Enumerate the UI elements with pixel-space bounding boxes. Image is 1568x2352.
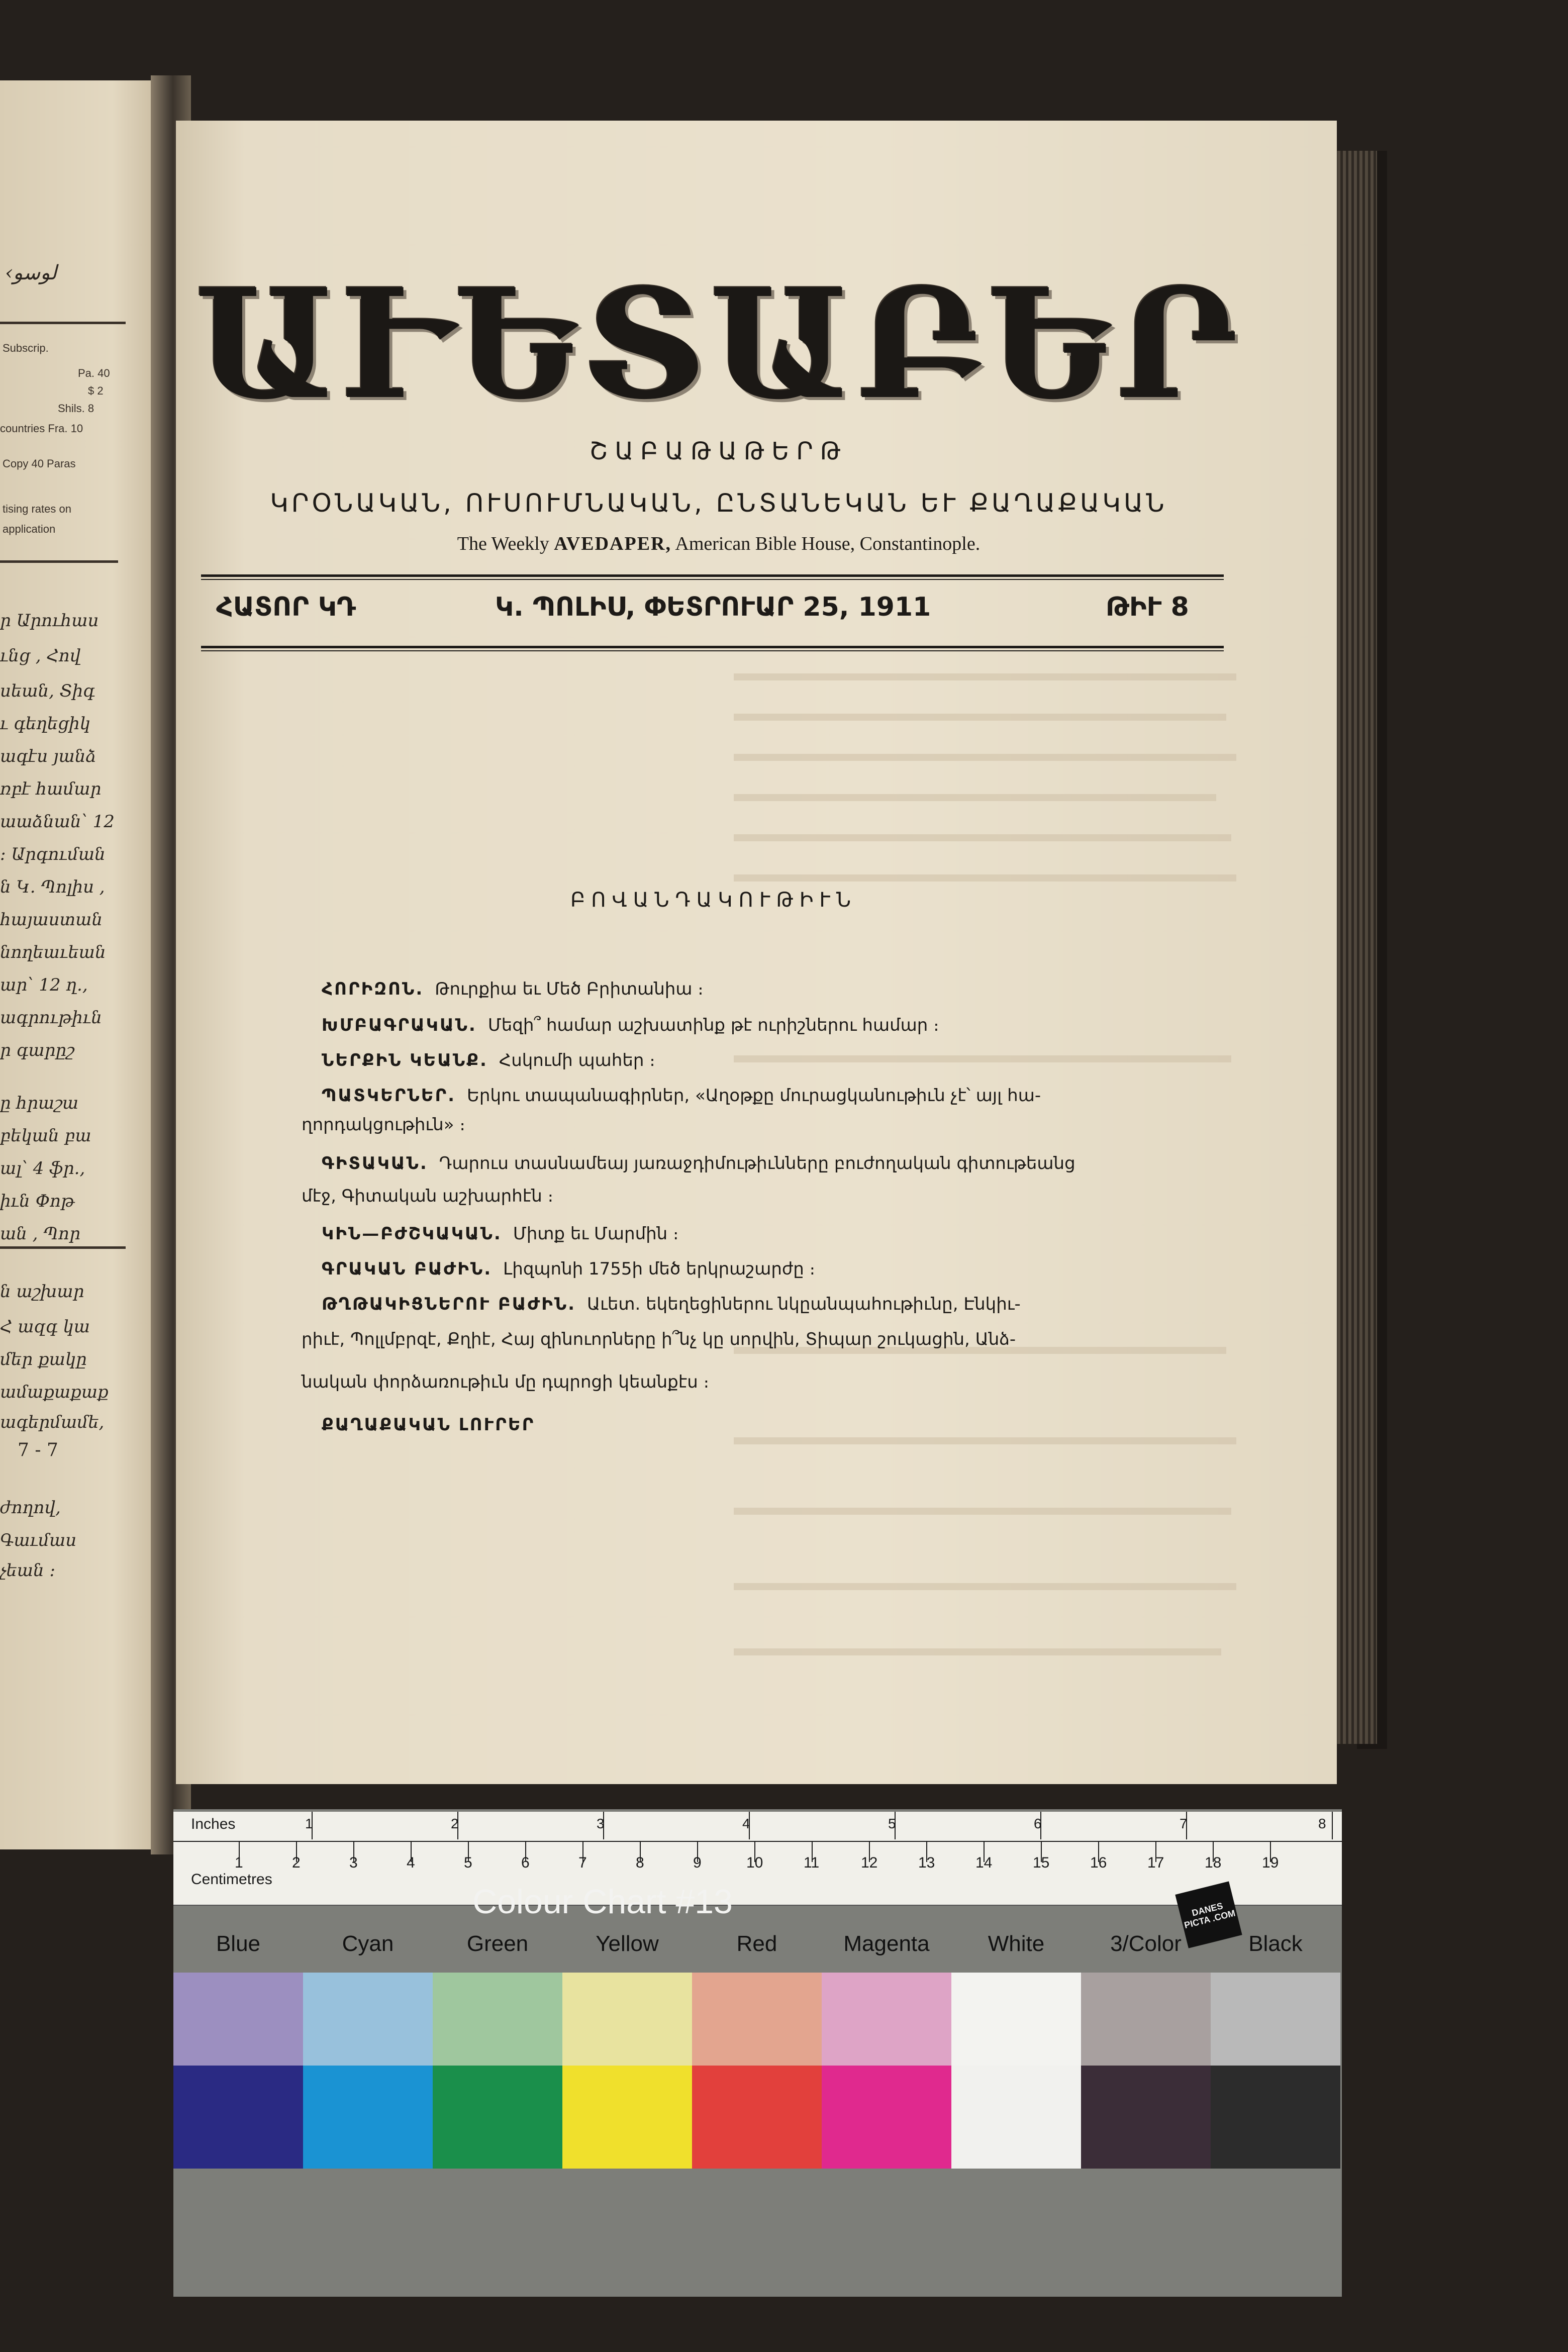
contents-entry-text: ղորդակցութիւն» ։ [302,1115,465,1135]
left-fragment: Copy 40 Paras [3,457,76,470]
left-rule [0,322,126,324]
left-fragment: application [3,523,56,535]
left-fragment: ն աշխար [0,1282,84,1302]
swatch-3-color-light [1081,1973,1211,2066]
contents-entry-label: ՆԵՐՔԻՆ ԿԵԱՆՔ. [322,1050,488,1070]
contents-entry-label: ՔԱՂԱՔԱԿԱՆ ԼՈՒՐԵՐ [322,1415,535,1435]
swatch-cyan-light [303,1973,433,2066]
contents-entry-continuation [302,1329,1216,1349]
contents-entry-label: ԹՂԹԱԿԻՑՆԵՐՈՒ ԲԱԺԻՆ. [322,1294,576,1314]
left-fragment: ‹ﻟﻮﺳﻮ [5,261,57,284]
ruler-cm-number: 19 [1262,1854,1279,1871]
left-fragment: ւնց , Հով [0,646,81,666]
header-rule-top [201,574,1224,577]
ruler-inch-number: 1 [305,1816,313,1831]
ruler-cm-number: 12 [861,1854,878,1871]
contents-entry-continuation [302,1186,1216,1206]
contents-entry-text: մէջ, Գիտական աշխարհէն ։ [302,1186,554,1206]
newspaper-subtitle: ՇԱԲԱԹԱԹԵՐԹ [590,437,848,465]
contents-entry-text: Դարուս տասնամեայ յառաջդիմութիւնները բուժողական գիտութեանց [439,1153,1075,1173]
left-fragment: ։ Արգուման [0,844,106,864]
left-fragment: նողեաւեան [0,942,106,962]
ruler-cm-number: 8 [636,1854,644,1871]
ruler-inch-number: 6 [1034,1816,1042,1831]
left-fragment: tising rates on [3,503,71,515]
ruler-cm-number: 6 [521,1854,530,1871]
issue-number: ԹԻՒ 8 [1106,592,1189,622]
ruler-cm-number: 3 [349,1854,358,1871]
english-tagline-suffix: American Bible House, Constantinople. [675,533,981,554]
ruler-cm-number: 10 [746,1854,763,1871]
contents-entry-label: ԳՐԱԿԱՆ ԲԱԺԻՆ. [322,1259,493,1279]
left-fragment: ւ գեղեցիկ [0,714,90,734]
left-fragment: Subscrip. [3,342,49,354]
swatch-green-light [433,1973,562,2066]
issue-volume: ՀԱՏՈՐ ԿԴ [216,592,356,622]
newspaper-categories: ԿՐՕՆԱԿԱՆ, ՈՒՍՈՒՄՆԱԿԱՆ, ԸՆՏԱՆԵԿԱՆ ԵՒ ՔԱՂԱՔԱԿԱՆ [270,488,1167,518]
contents-entry-text: նական փորձառութիւն մը դպրոցի կեանքէս ։ [302,1372,710,1392]
swatch-black-dark [1211,2066,1340,2169]
header-rule-top-thin [201,579,1224,580]
contents-entry-label: ԽՄԲԱԳՐԱԿԱՆ. [322,1015,477,1035]
contents-entry-text: Մեզի՞ համար աշխատինք թէ ուրիշներու համար ։ [487,1015,939,1035]
contents-entry-text: Թուրքիա եւ Մեծ Բրիտանիա ։ [435,979,704,999]
ruler-inch-number: 2 [451,1816,459,1831]
left-fragment: ժողով, [0,1498,61,1518]
left-fragment: ր Արուհաս [0,611,99,631]
english-tagline-prefix: The Weekly [457,533,549,554]
left-rule [0,1246,126,1249]
left-fragment: ալ՝ 4 ֆր., [0,1158,85,1179]
left-fragment: սեան, Տիգ [0,681,95,701]
ruler-cm-number: 14 [975,1854,993,1871]
contents-entry-text: Աւետ. եկեղեցիներու նկըանպահութիւնը, Էնկիւ- [587,1294,1021,1314]
swatch-label: 3/Color [1110,1931,1182,1956]
measurement-ruler [173,1812,1342,1906]
left-fragment: հայաստան [0,910,103,930]
swatch-red-light [692,1973,822,2066]
bleed-through-line [734,1437,1236,1444]
left-rule [0,560,118,563]
contents-entry [322,1086,1236,1106]
bleed-through-line [734,1648,1221,1655]
left-fragment: ր գարըշ [0,1040,74,1060]
contents-entry [322,1224,1236,1244]
ruler-inch-tick [1332,1812,1333,1839]
swatch-white-light [951,1973,1081,2066]
left-fragment: չեան ։ [0,1560,56,1581]
ruler-cm-number: 18 [1205,1854,1222,1871]
contents-entry-label: ՊԱՏԿԵՐՆԵՐ. [322,1086,456,1106]
bleed-through-line [734,834,1231,841]
contents-entry [322,1015,1236,1035]
swatch-blue-light [173,1973,303,2066]
swatch-cyan-dark [303,2066,433,2169]
left-fragment: ագրութիւն [0,1008,102,1028]
ruler-cm-number: 2 [292,1854,301,1871]
swatch-label: White [988,1931,1045,1956]
ruler-center-line [173,1841,1342,1842]
contents-entry [322,979,1236,999]
swatch-white-dark [951,2066,1081,2169]
bleed-through-line [734,874,1236,881]
swatch-label: Red [736,1931,777,1956]
ruler-inches-label: Inches [191,1816,236,1832]
left-fragment: Pa. 40 [78,367,110,379]
swatch-red-dark [692,2066,822,2169]
contents-entry [322,1294,1236,1314]
left-fragment: իւն Փոթ [0,1191,75,1211]
ruler-cm-number: 1 [235,1854,243,1871]
contents-entry [322,1153,1236,1173]
left-fragment: ը հրաշա [0,1093,79,1113]
swatch-label: Black [1248,1931,1303,1956]
contents-entry [322,1415,1236,1435]
bleed-through-line [734,1583,1236,1590]
contents-heading: ԲՈՎԱՆԴԱԿՈՒԹԻՒՆ [570,889,857,912]
ruler-cm-label: Centimetres [191,1871,272,1888]
swatch-3-color-dark [1081,2066,1211,2169]
swatch-yellow-light [562,1973,692,2066]
newspaper-title: ԱՒԵՏԱԲԵՐ [194,255,1243,433]
swatch-magenta-light [822,1973,951,2066]
left-fragment: Shils. 8 [58,402,94,415]
left-fragment: ագէս յանձ [0,746,96,766]
contents-entry-text: Միտք եւ Մարմին ։ [513,1224,679,1244]
swatch-yellow-dark [562,2066,692,2169]
header-rule-bottom-thin [201,650,1224,651]
left-fragment: ն Կ. Պոլիս , [0,877,105,897]
left-fragment: Հ ազգ կա [0,1317,90,1337]
ruler-cm-number: 9 [693,1854,702,1871]
left-fragment: մեր քակը [0,1349,87,1369]
swatch-label: Blue [216,1931,261,1956]
left-fragment: աաձնան՝ 12 [0,812,115,832]
left-fragment: countries Fra. 10 [0,422,83,435]
swatch-black-light [1211,1973,1340,2066]
contents-entry-label: ԿԻՆ—ԲԺՇԿԱԿԱՆ. [322,1224,502,1244]
left-fragment: ար՝ 12 ղ., [0,975,88,995]
colour-chart-title: Colour Chart #13 [472,1883,733,1921]
contents-entry-label: ԳԻՏԱԿԱՆ. [322,1153,428,1173]
contents-entry [322,1050,1236,1070]
ruler-cm-number: 13 [918,1854,935,1871]
left-fragment: ամաքաքաք [0,1382,109,1402]
issue-place-date: Կ. ՊՈԼԻՍ, ՓԵՏՐՈՒԱՐ 25, 1911 [495,592,931,622]
left-fragment: ռբէ համար [0,779,102,799]
contents-entry [322,1259,1236,1279]
page-stack-edge [1332,151,1377,1744]
bleed-through-line [734,714,1226,721]
swatch-label: Cyan [342,1931,394,1956]
contents-entry-label: ՀՈՐԻԶՈՆ. [322,979,424,999]
english-tagline-name: AVEDAPER, [554,533,671,554]
ruler-cm-number: 15 [1033,1854,1050,1871]
contents-entry-text: Հսկումի պահեր ։ [499,1050,655,1070]
ruler-inch-number: 7 [1180,1816,1188,1831]
bleed-through-line [734,754,1236,761]
contents-entry-text: րիւէ, Պոլլմբրզէ, Քղիէ, Հայ զինուորները ի՞նչ կը սորվին, Տիպար շուկացին, Անձ- [302,1329,1016,1349]
left-fragment: 7 - 7 [18,1440,58,1460]
ruler-inch-number: 5 [888,1816,896,1831]
bleed-through-line [734,673,1236,680]
ruler-cm-number: 16 [1090,1854,1107,1871]
left-fragment: բեկան բա [0,1126,91,1146]
left-fragment: ան , Պոր [0,1224,80,1244]
english-tagline [201,533,1236,555]
left-fragment: $ 2 [88,384,104,397]
left-fragment: ագերմամե, [0,1412,105,1432]
contents-entry-text: Լիզպոնի 1755ի մեծ երկրաշարժը ։ [503,1259,816,1279]
swatch-label: Green [466,1931,529,1956]
ruler-inch-number: 3 [597,1816,605,1831]
left-fragment: Գաւմաս [0,1530,77,1550]
swatch-blue-dark [173,2066,303,2169]
swatch-label: Yellow [596,1931,659,1956]
swatch-green-dark [433,2066,562,2169]
bleed-through-line [734,794,1216,801]
bleed-through-line [734,1508,1231,1515]
contents-entry-continuation [302,1372,1216,1392]
ruler-cm-number: 11 [804,1854,820,1871]
swatch-label: Magenta [843,1931,930,1956]
contents-entry-text: Երկու տապանագիրներ, «Աղօթքը մուրացկանութիւն չէ՝ այլ հա- [467,1086,1041,1106]
contents-entry-continuation [302,1115,1216,1135]
ruler-inch-number: 8 [1318,1816,1326,1831]
swatch-magenta-dark [822,2066,951,2169]
ruler-cm-number: 5 [464,1854,472,1871]
ruler-cm-number: 17 [1147,1854,1164,1871]
ruler-cm-number: 7 [578,1854,587,1871]
ruler-inch-number: 4 [742,1816,750,1831]
danes-picta-logo: DANES PICTA .COM [1175,1881,1242,1948]
ruler-cm-number: 4 [407,1854,415,1871]
header-rule-bottom [201,646,1224,648]
